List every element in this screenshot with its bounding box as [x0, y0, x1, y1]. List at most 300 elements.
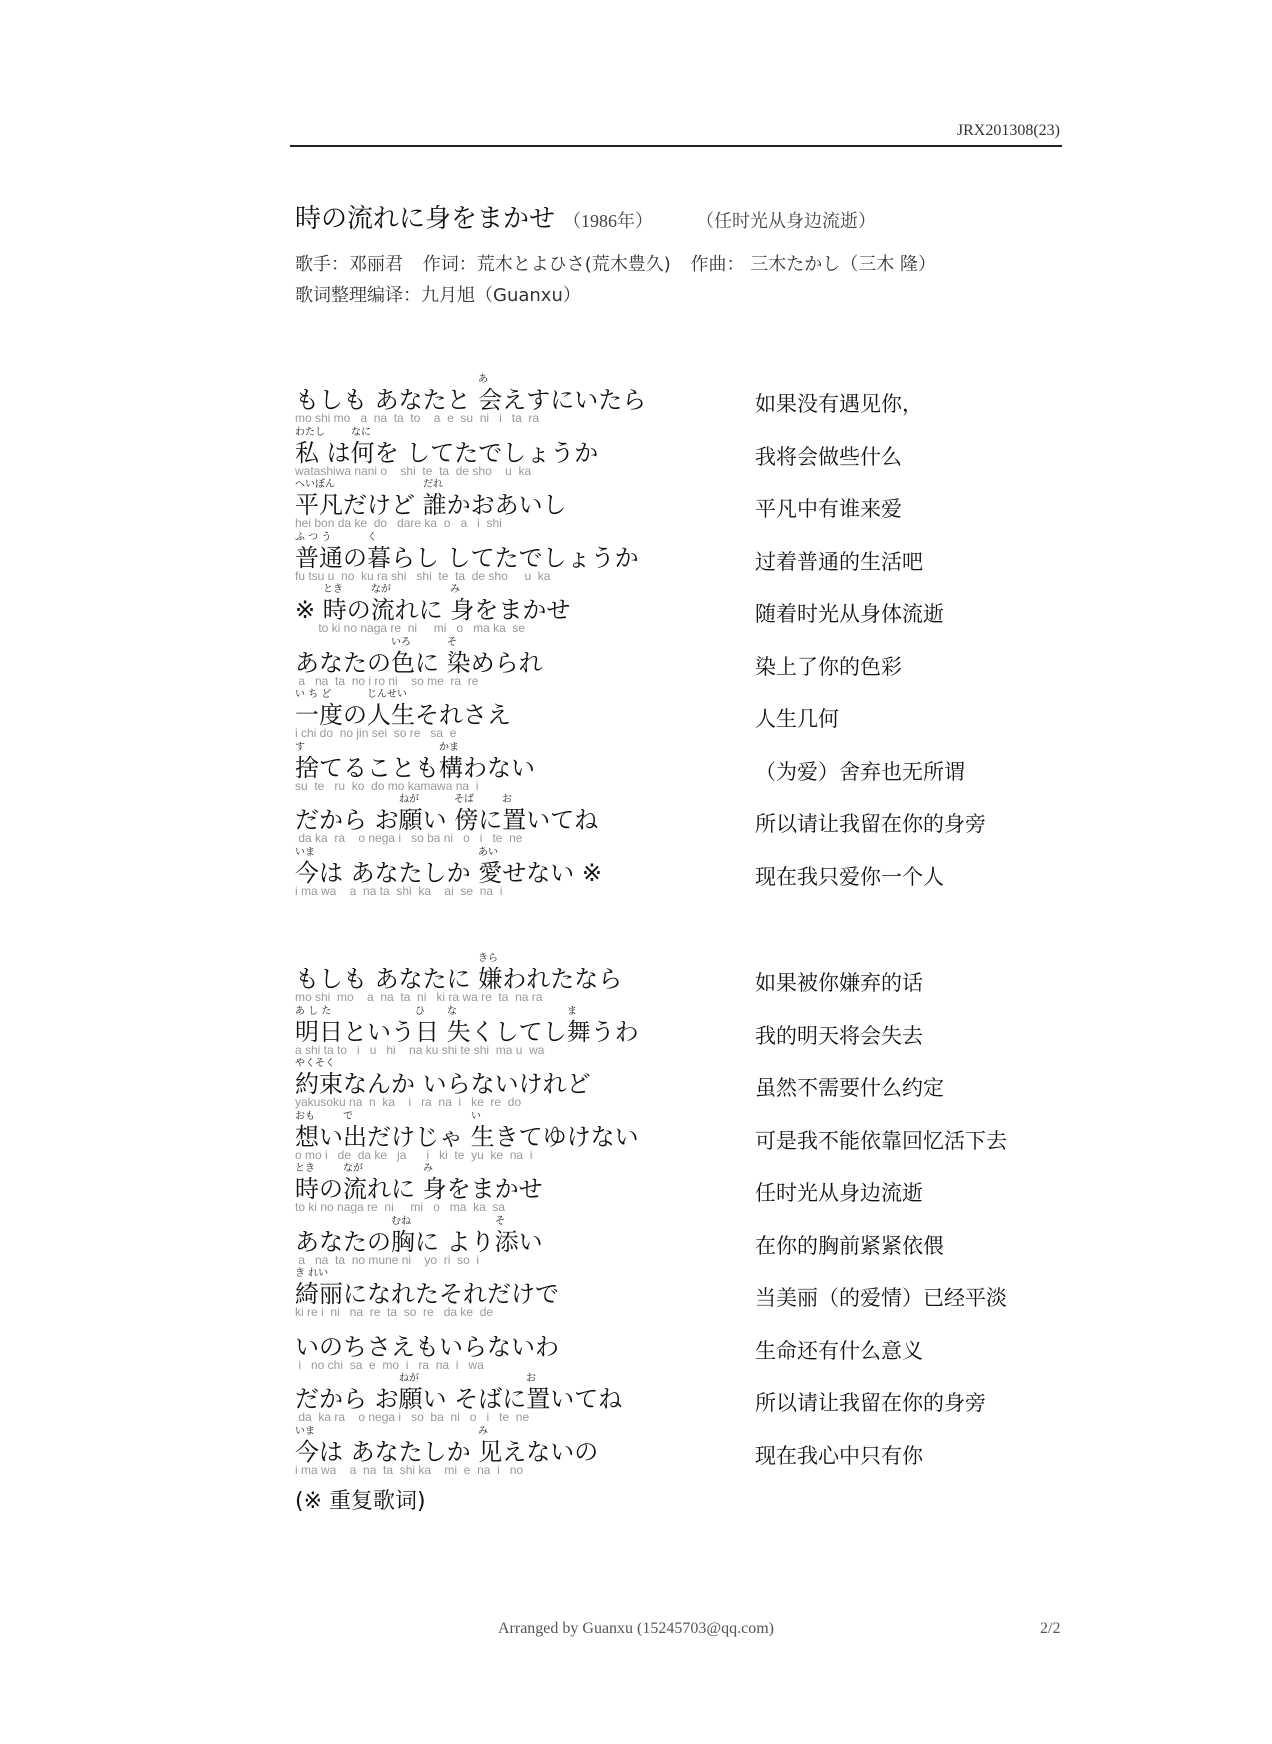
lyric-char: 身: [450, 596, 475, 624]
lyric-char: い: [518, 1227, 543, 1256]
lyric-char: い: [319, 1122, 343, 1151]
lyric-char: し: [446, 543, 471, 572]
furigana-row: [295, 1215, 543, 1229]
lyric-char: だ: [367, 1122, 391, 1151]
lyric-char: ま: [498, 596, 523, 624]
lyric-char: た: [398, 858, 423, 887]
chinese-translation: 在你的胸前紧紧依偎: [755, 1233, 944, 1258]
lyric-char: か: [574, 438, 599, 467]
lyric-line: [295, 952, 622, 1004]
lyric-char: う: [391, 1017, 415, 1046]
romaji: i no chi sa e mo i ra na i wa: [295, 1357, 484, 1372]
lyric-char: い: [422, 1070, 447, 1098]
lyric-char: 失: [446, 1017, 471, 1046]
lyric-char: [415, 491, 423, 519]
furigana: ひ: [415, 1005, 425, 1017]
furigana-row: [295, 531, 639, 545]
lyric-char: じ: [415, 1122, 439, 1151]
lyric-char: 愛: [478, 858, 503, 887]
lyric-char: ら: [343, 806, 367, 834]
lyric-char: に: [502, 1385, 527, 1413]
lyric-char: [463, 1123, 471, 1151]
lyric-char: あ: [295, 648, 319, 677]
credits-line: [295, 250, 950, 276]
chinese-translation: 所以请让我留在你的身旁: [755, 812, 986, 836]
lyric-char: か: [614, 543, 639, 572]
romaji: da ka ra o nega i so ba ni o i te ne: [295, 831, 523, 845]
furigana-row: [295, 1267, 559, 1281]
lyric-char: で: [518, 543, 543, 572]
furigana: そば: [454, 794, 474, 805]
lyric-char: な: [590, 1122, 615, 1151]
lyric-char: な: [374, 858, 399, 887]
lyric-char: な: [398, 965, 423, 993]
lyric-char: も: [415, 1332, 439, 1361]
lyric-char: れ: [367, 1175, 391, 1203]
lyric-char: え: [391, 1332, 415, 1361]
lyric-char: な: [574, 965, 599, 993]
lyric-char: 時: [295, 1175, 319, 1203]
romaji: i ma wa a na ta shi ka ai se na i: [295, 883, 503, 898]
chinese-translation: 任时光从身边流逝: [755, 1181, 923, 1205]
lyric-char: [367, 965, 375, 993]
lyric-char: ら: [343, 1385, 367, 1413]
lyric-char: ら: [391, 543, 415, 572]
title-jp: 時の流れに身をまかせ: [295, 204, 556, 234]
title-zh: （任时光从身边流逝）: [705, 211, 877, 232]
lyric-char: し: [542, 1017, 567, 1046]
lyric-char: え: [502, 386, 527, 414]
furigana-row: [295, 636, 543, 650]
lyric-char: そ: [439, 1280, 463, 1308]
lyric-char: い: [511, 753, 535, 782]
lyric-char: あ: [374, 386, 399, 414]
lyric-char: わ: [502, 965, 527, 993]
lyric-char: 置: [502, 806, 527, 834]
lyric-char: か: [446, 858, 471, 887]
repeat-note: (※ 重复歌词): [295, 1489, 426, 1514]
lyric-char: な: [487, 753, 511, 782]
lyric-char: の: [343, 543, 367, 572]
lyric-char: か: [446, 491, 471, 519]
lyric-char: の: [319, 1332, 343, 1361]
chinese-translation: 染上了你的色彩: [755, 654, 902, 679]
lyric-char: い: [518, 491, 543, 519]
japanese-lyric: [295, 1281, 559, 1307]
lyric-char: 誰: [422, 491, 447, 519]
lyric-char: [415, 1070, 423, 1098]
romaji: o mo i de da ke ja i ki te yu ke na i: [295, 1147, 533, 1162]
lyric-char: ゆ: [542, 1122, 567, 1151]
furigana-row: [295, 1162, 543, 1176]
lyric-line: [295, 583, 570, 635]
furigana: なが: [371, 584, 391, 595]
lyric-char: [343, 1438, 351, 1466]
lyric-line: [295, 1005, 639, 1057]
lyric-char: だ: [295, 1385, 319, 1413]
lyric-char: め: [470, 648, 495, 677]
lyric-char: れ: [526, 965, 551, 993]
lyric-char: 明: [295, 1017, 319, 1046]
lyric-char: ょ: [526, 438, 551, 467]
lyric-char: え: [502, 1437, 527, 1466]
lyric-char: 嫌: [478, 965, 503, 993]
lyric-char: 色: [391, 648, 415, 677]
japanese-lyric: [295, 1229, 543, 1255]
chinese-translation: 人生几何: [755, 707, 839, 731]
romaji: mo shi mo a na ta to a e su ni i ta ra: [295, 411, 540, 425]
lyric-char: け: [566, 1122, 591, 1151]
furigana: み: [423, 1163, 433, 1174]
lyric-char: い: [526, 806, 551, 834]
lyric-char: し: [406, 438, 431, 467]
romaji: a shi ta to i u hi na ku shi te shi ma u wa: [295, 1042, 545, 1057]
lyric-char: [367, 386, 375, 414]
furigana: だれ: [423, 479, 443, 490]
lyric-char: ね: [574, 806, 599, 834]
lyric-line: [295, 1267, 559, 1319]
lyric-char: 今: [295, 858, 319, 887]
lyric-char: れ: [463, 1280, 487, 1308]
lyric-char: な: [526, 858, 551, 887]
furigana-row: [295, 1372, 622, 1386]
romaji: su te ru ko do mo kamawa na i: [295, 778, 479, 793]
japanese-lyric: [295, 1124, 639, 1150]
lyric-line: [295, 793, 598, 845]
lyric-char: の: [343, 701, 367, 729]
lyric-char: も: [415, 753, 439, 782]
lyric-char: あ: [374, 965, 399, 993]
lyric-char: た: [415, 1280, 439, 1308]
lyric-char: た: [398, 1437, 423, 1466]
lyric-char: [319, 439, 327, 467]
lyric-char: 见: [478, 1437, 503, 1466]
romaji: a na ta no mune ni yo ri so i: [295, 1252, 480, 1267]
furigana-row: [295, 478, 567, 492]
lyric-char: 普: [295, 543, 319, 572]
lyric-char: ※: [581, 858, 603, 887]
chinese-translation: 现在我心中只有你: [755, 1443, 923, 1468]
lyric-char: 想: [295, 1122, 319, 1151]
lyric-char: 置: [526, 1385, 551, 1413]
lyric-char: か: [319, 1385, 343, 1413]
furigana-row: [295, 373, 646, 387]
lyric-char: 度: [319, 701, 343, 729]
lyric-line: [295, 1057, 591, 1109]
lyric-char: る: [343, 753, 367, 782]
lyric-char: な: [526, 1437, 551, 1466]
lyric-char: 胸: [391, 1227, 415, 1256]
lyric-char: し: [502, 438, 527, 467]
furigana: じんせい: [367, 689, 407, 700]
lyric-char: ら: [494, 648, 519, 677]
lyric-char: 捨: [295, 753, 319, 782]
lyric-char: [439, 1018, 447, 1046]
lyric-char: に: [343, 1280, 367, 1308]
romaji: yakusoku na n ka i ra na i ke re do: [295, 1095, 522, 1109]
lyric-line: [295, 636, 543, 688]
furigana: あ: [478, 374, 488, 385]
lyric-char: か: [446, 1437, 471, 1466]
lyric-char: な: [487, 1332, 511, 1361]
romaji: to ki no naga re ni mi o ma ka se: [295, 621, 526, 635]
romaji: ki re i ni na re ta so re da ke de: [295, 1305, 494, 1319]
japanese-lyric: [295, 597, 570, 623]
lyric-char: 身: [422, 1175, 447, 1203]
singer: 歌手：邓丽君: [295, 254, 403, 275]
furigana: ふ つ う: [295, 531, 332, 543]
romaji: a na ta no i ro ni so me ra re: [295, 673, 479, 688]
lyric-char: [315, 596, 323, 624]
lyric-char: [343, 859, 351, 887]
lyric-char: を: [446, 1175, 471, 1203]
japanese-lyric: [295, 1071, 591, 1097]
chinese-translation: 我将会做些什么: [755, 444, 902, 469]
lyric-char: ら: [622, 386, 647, 414]
japanese-lyric: [295, 650, 543, 676]
lyric-line: [295, 688, 511, 740]
lyric-line: [295, 1162, 543, 1214]
lyric-line: [295, 846, 602, 898]
lyric-char: て: [550, 806, 575, 834]
furigana: とき: [295, 1163, 315, 1174]
lyric-char: [439, 544, 447, 572]
lyric-char: だ: [295, 806, 319, 834]
lyric-char: 日: [415, 1017, 439, 1046]
lyric-char: 染: [446, 648, 471, 677]
furigana-row: [295, 583, 570, 597]
lyric-char: は: [326, 438, 351, 467]
furigana: く: [367, 531, 377, 543]
lyric-char: ん: [367, 1070, 391, 1098]
lyric-char: な: [374, 1437, 399, 1466]
lyric-line: [295, 426, 598, 478]
lyric-char: ら: [463, 1332, 487, 1361]
chinese-translation: （为爱）舍弃也无所谓: [755, 759, 965, 784]
lyric-char: 願: [398, 1385, 423, 1413]
lyric-char: [439, 1228, 447, 1256]
lyric-char: は: [319, 858, 343, 887]
lyricist: 作词：荒木とよひさ(荒木豊久): [422, 254, 671, 275]
lyric-char: そ: [454, 1385, 479, 1413]
lyric-char: 生: [391, 701, 415, 729]
lyric-char: う: [590, 1017, 615, 1046]
lyric-char: お: [470, 491, 495, 519]
chinese-translation: 所以请让我留在你的身旁: [755, 1391, 986, 1415]
lyric-char: た: [598, 386, 623, 414]
lyric-char: 生: [470, 1122, 495, 1151]
lyric-line: [295, 1215, 543, 1267]
lyric-char: 今: [295, 1437, 319, 1466]
furigana: き れい: [295, 1268, 329, 1279]
lyric-char: た: [550, 965, 575, 993]
chinese-translation: 当美丽（的爱情）已经平淡: [755, 1286, 1007, 1310]
lyric-char: た: [343, 648, 367, 677]
lyric-char: て: [319, 753, 343, 782]
furigana: へいぼん: [295, 479, 335, 490]
lyric-char: い: [422, 806, 447, 834]
lyric-char: に: [415, 1227, 439, 1256]
japanese-lyric: [295, 545, 639, 571]
japanese-lyric: [295, 966, 622, 992]
lyric-char: い: [550, 858, 575, 887]
lyric-char: ど: [566, 1070, 591, 1098]
lyric-char: あ: [494, 491, 519, 519]
furigana: ま: [567, 1005, 577, 1017]
lyric-char: と: [391, 753, 415, 782]
furigana-row: [295, 1320, 559, 1334]
lyric-char: [574, 859, 582, 887]
furigana-row: [295, 426, 598, 440]
lyric-char: に: [415, 648, 439, 677]
furigana: ねが: [399, 794, 419, 805]
lyric-char: い: [614, 1122, 639, 1151]
lyric-char: と: [446, 386, 471, 414]
furigana: おも: [295, 1110, 315, 1122]
lyric-line: [295, 1320, 559, 1372]
lyric-char: ょ: [566, 543, 591, 572]
furigana: むね: [391, 1215, 411, 1227]
lyric-char: さ: [367, 1332, 391, 1361]
lyric-char: れ: [394, 596, 419, 624]
lyric-char: た: [343, 1227, 367, 1256]
furigana: お: [526, 1373, 536, 1384]
japanese-lyric: [295, 1439, 598, 1465]
lyric-char: こ: [367, 753, 391, 782]
lyric-char: 束: [319, 1070, 343, 1098]
romaji: fu tsu u no ku ra shi shi te ta de sho u ka: [295, 568, 551, 583]
lyric-char: い: [422, 1385, 447, 1413]
lyric-char: 舞: [566, 1017, 591, 1046]
lyric-char: て: [470, 543, 495, 572]
lyric-char: わ: [614, 1017, 639, 1046]
lyric-char: 願: [398, 806, 423, 834]
furigana-row: [295, 1005, 639, 1019]
furigana: い: [471, 1110, 481, 1122]
furigana: やくそく: [295, 1058, 335, 1069]
furigana: す: [295, 741, 305, 753]
document-code: JRX201308(23): [956, 122, 1060, 139]
romaji: i ma wa a na ta shi ka mi e na i no: [295, 1462, 524, 1477]
lyric-char: 流: [370, 596, 395, 624]
lyric-char: れ: [542, 1070, 567, 1098]
japanese-lyric: [295, 387, 646, 413]
japanese-lyric: [295, 440, 598, 466]
lyric-char: 構: [439, 753, 463, 782]
lyric-line: [295, 741, 535, 793]
lyric-char: い: [574, 386, 599, 414]
lyric-char: に: [550, 386, 575, 414]
furigana: とき: [323, 584, 343, 595]
furigana-row: [295, 1425, 598, 1439]
lyric-char: は: [319, 1437, 343, 1466]
lyric-char: の: [367, 1227, 391, 1256]
lyric-char: も: [343, 386, 367, 414]
romaji: hei bon da ke do dare ka o a i shi: [295, 516, 502, 530]
romaji: watashiwa nani o shi te ta de sho u ka: [295, 463, 532, 478]
composer: 作曲： 三木たかし（三木 隆）: [690, 254, 936, 275]
lyric-char: 会: [478, 386, 503, 414]
lyric-char: の: [574, 1437, 599, 1466]
furigana-row: [295, 1110, 639, 1124]
lyric-char: か: [522, 596, 547, 624]
lyric-char: の: [346, 596, 371, 624]
lyric-char: し: [319, 965, 343, 993]
lyric-char: た: [422, 965, 447, 993]
lyric-char: て: [518, 1017, 543, 1046]
lyric-char: 出: [343, 1122, 367, 1151]
lyric-char: あ: [350, 1437, 375, 1466]
lyric-char: ら: [598, 965, 623, 993]
lyric-char: し: [542, 491, 567, 519]
chinese-translation: 如果没有遇见你，: [755, 392, 923, 416]
lyric-char: 日: [319, 1017, 343, 1046]
chinese-translation: 过着普通的生活吧: [755, 549, 923, 574]
furigana: み: [478, 1425, 488, 1437]
lyric-line: [295, 1110, 639, 1162]
furigana-row: [295, 1057, 591, 1071]
lyric-char: し: [542, 543, 567, 572]
lyric-char: あ: [350, 858, 375, 887]
lyric-char: け: [511, 1280, 535, 1308]
lyric-char: い: [439, 1332, 463, 1361]
lyric-char: れ: [439, 701, 463, 729]
furigana: あい: [478, 846, 498, 858]
lyric-char: し: [422, 1437, 447, 1466]
lyric-char: [367, 1385, 375, 1413]
furigana: きら: [478, 953, 498, 964]
lyric-char: な: [398, 386, 423, 414]
lyric-char: ※: [295, 596, 316, 624]
furigana-row: [295, 952, 622, 966]
arranger: 歌词整理编译：九月旭（Guanxu）: [295, 285, 581, 306]
romaji: i chi do no jin sei so re sa e: [295, 726, 457, 740]
lyric-char: な: [319, 648, 343, 677]
lyric-char: ら: [446, 1070, 471, 1098]
lyric-char: 約: [295, 1070, 319, 1098]
lyric-char: の: [367, 648, 391, 677]
lyric-char: か: [391, 1070, 415, 1098]
lyric-char: [367, 806, 375, 834]
japanese-lyric: [295, 1334, 559, 1360]
lyric-char: も: [295, 965, 319, 993]
chinese-translation: 可是我不能依靠回忆活下去: [755, 1128, 1007, 1153]
furigana-row: [295, 741, 535, 755]
lyric-char: け: [518, 1070, 543, 1098]
japanese-lyric: [295, 1019, 639, 1045]
lyric-char: ね: [598, 1385, 623, 1413]
furigana-row: [295, 688, 511, 702]
lyric-char: だ: [487, 1280, 511, 1308]
lyric-char: も: [343, 965, 367, 993]
japanese-lyric: [295, 807, 598, 833]
furigana: お: [502, 794, 512, 805]
furigana: そ: [495, 1215, 505, 1227]
furigana: み: [450, 584, 460, 595]
lyric-char: 私: [295, 438, 319, 467]
lyric-char: [439, 649, 447, 677]
lyric-char: ゃ: [439, 1122, 463, 1151]
lyric-char: 暮: [367, 543, 391, 572]
lyric-char: か: [319, 806, 343, 834]
lyric-char: し: [494, 1017, 519, 1046]
lyric-char: れ: [518, 648, 543, 677]
lyric-char: を: [474, 596, 499, 624]
lyric-char: な: [319, 1227, 343, 1256]
furigana: そ: [447, 636, 457, 648]
furigana: ねが: [399, 1373, 419, 1384]
footer-credit: Arranged by Guanxu (15245703@qq.com): [497, 1620, 774, 1637]
